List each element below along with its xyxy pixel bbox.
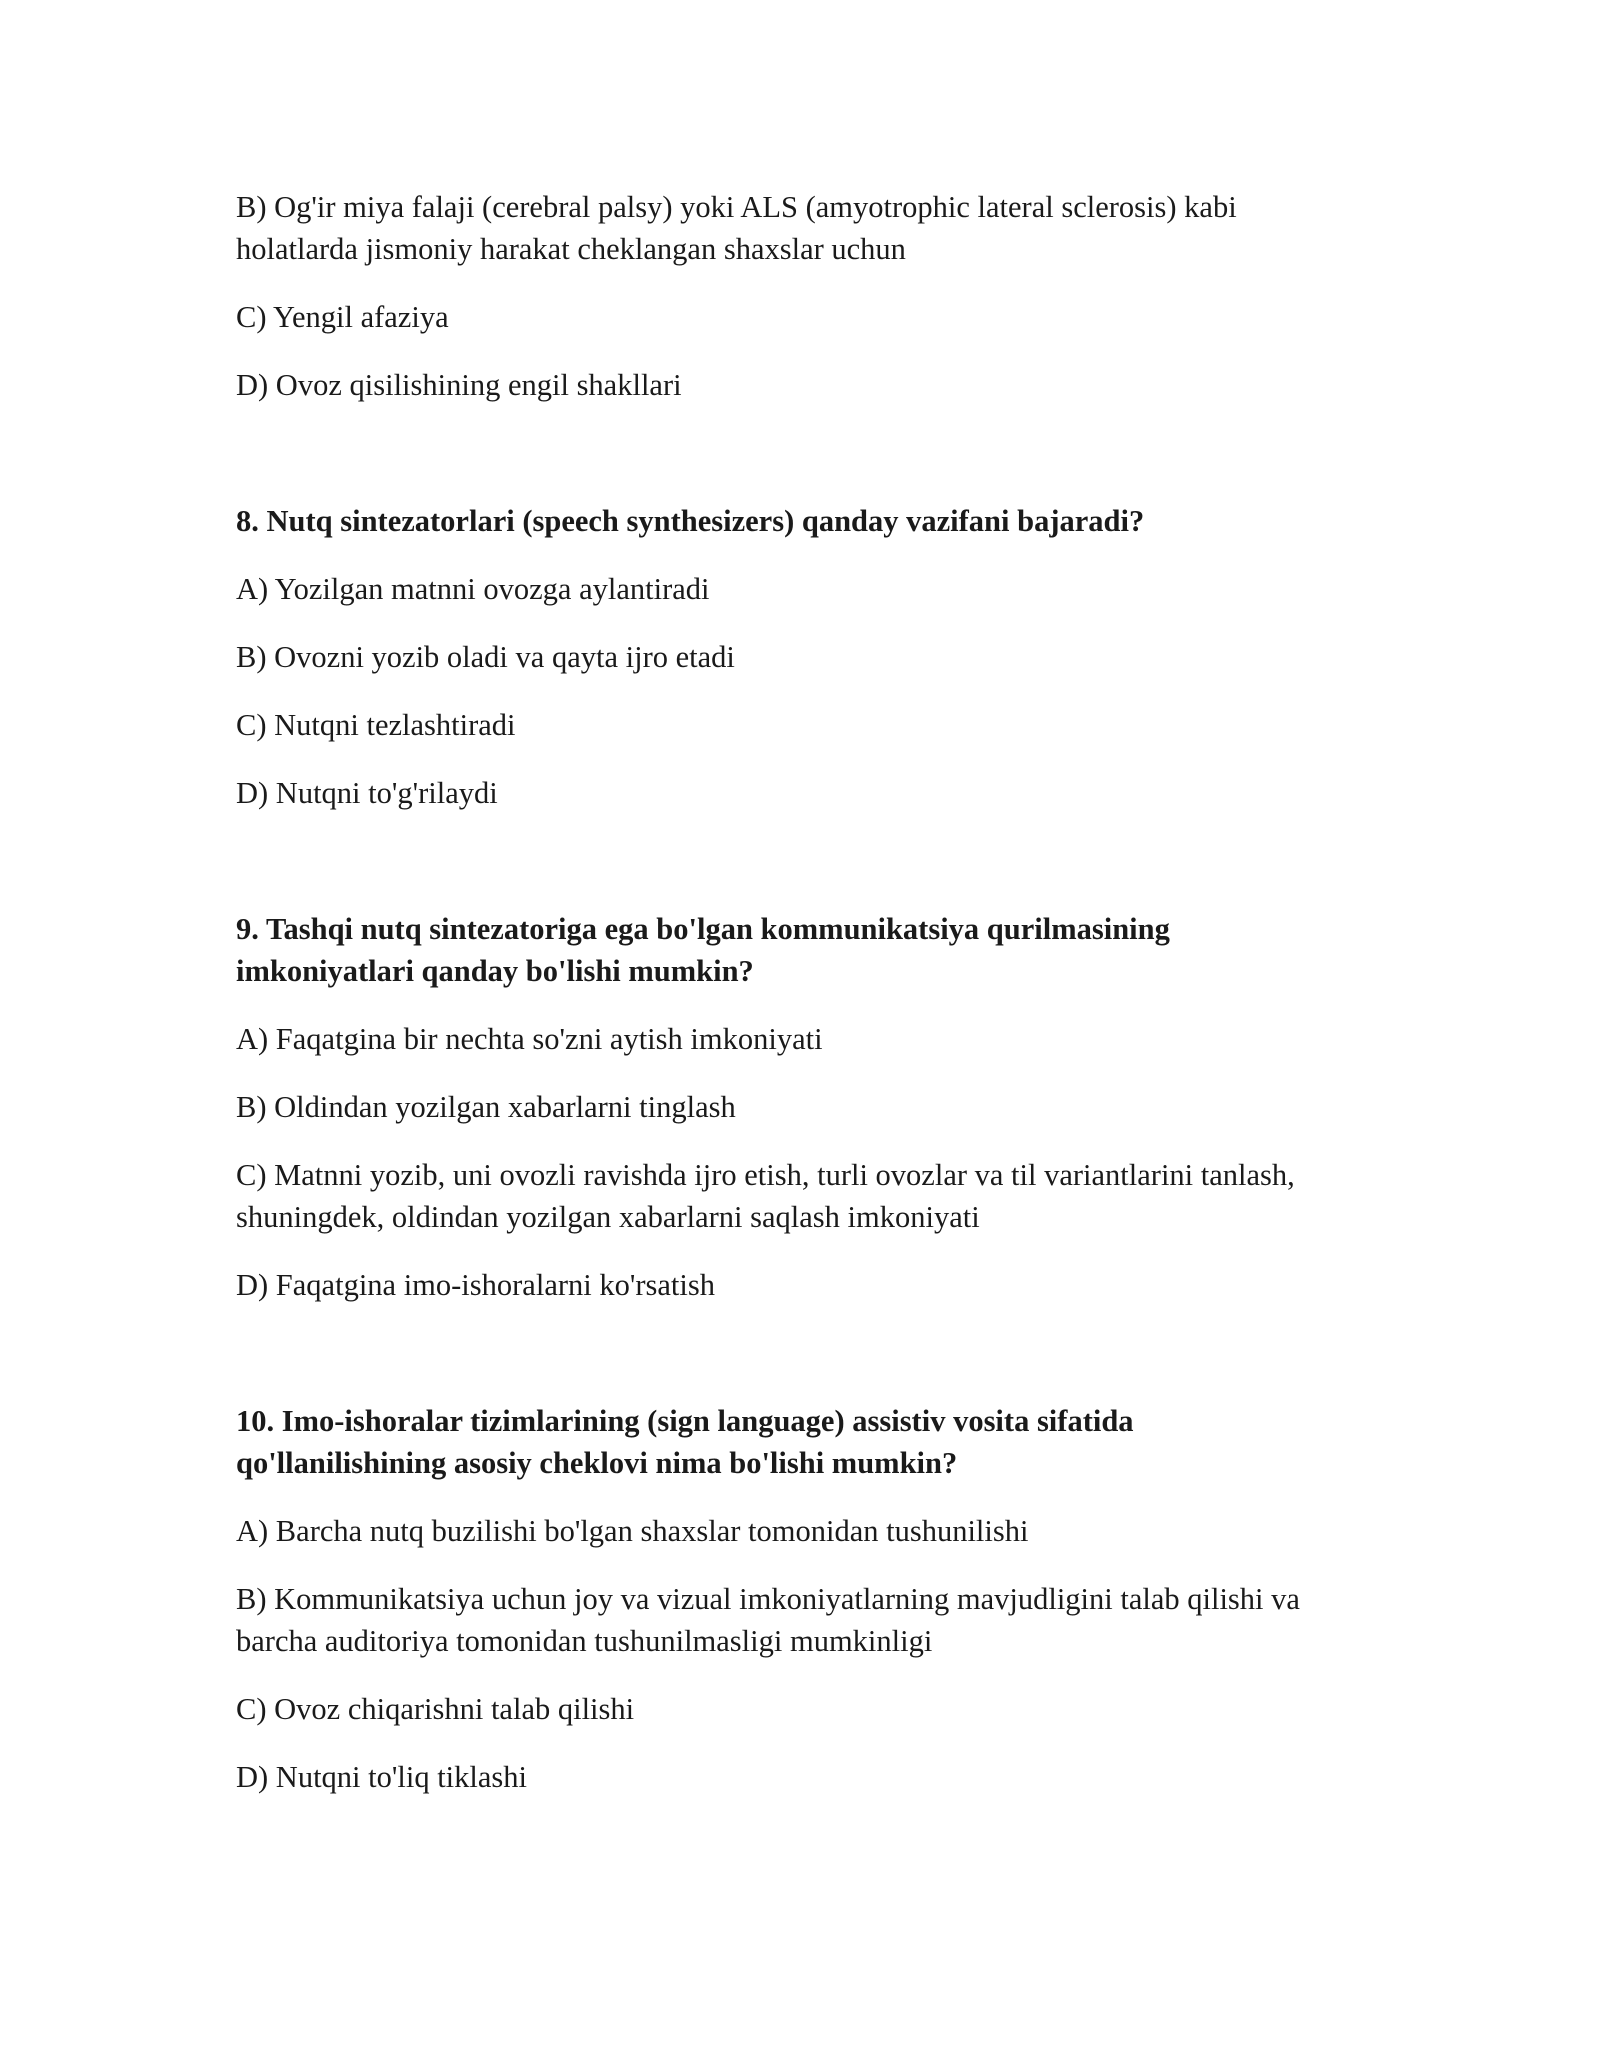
section-gap xyxy=(236,840,1376,908)
answer-option-b xyxy=(236,1578,1376,1662)
answer-option-d xyxy=(236,772,1376,814)
option-line: barcha auditoriya tomonidan tushunilmasligi mumkinligi xyxy=(236,1624,933,1658)
answer-option-d xyxy=(236,364,1376,406)
question-line: 8. Nutq sintezatorlari (speech synthesizers) qanday vazifani bajaradi? xyxy=(236,504,1145,538)
continuation-options xyxy=(236,186,1376,406)
question-block-9 xyxy=(236,908,1376,1306)
option-line: D) Nutqni to'g'rilaydi xyxy=(236,776,498,810)
option-line: B) Kommunikatsiya uchun joy va vizual imkoniyatlarning mavjudligini talab qilishi va xyxy=(236,1582,1300,1616)
option-line: B) Oldindan yozilgan xabarlarni tinglash xyxy=(236,1090,736,1124)
option-line: A) Yozilgan matnni ovozga aylantiradi xyxy=(236,572,710,606)
answer-option-c xyxy=(236,704,1376,746)
option-line: C) Nutqni tezlashtiradi xyxy=(236,708,516,742)
option-line: D) Ovoz qisilishining engil shakllari xyxy=(236,368,682,402)
question-heading xyxy=(236,500,1376,542)
question-heading xyxy=(236,908,1376,992)
section-gap xyxy=(236,432,1376,500)
option-line: A) Barcha nutq buzilishi bo'lgan shaxslar tomonidan tushunilishi xyxy=(236,1514,1029,1548)
answer-option-d xyxy=(236,1264,1376,1306)
option-line: C) Matnni yozib, uni ovozli ravishda ijro etish, turli ovozlar va til variantlarini tanlash, xyxy=(236,1158,1295,1192)
question-line: imkoniyatlari qanday bo'lishi mumkin? xyxy=(236,954,754,988)
option-line: holatlarda jismoniy harakat cheklangan shaxslar uchun xyxy=(236,232,906,266)
option-line: D) Nutqni to'liq tiklashi xyxy=(236,1760,528,1794)
question-line: 10. Imo-ishoralar tizimlarining (sign language) assistiv vosita sifatida xyxy=(236,1404,1134,1438)
answer-option-d xyxy=(236,1756,1376,1798)
option-line: D) Faqatgina imo-ishoralarni ko'rsatish xyxy=(236,1268,715,1302)
option-line: A) Faqatgina bir nechta so'zni aytish imkoniyati xyxy=(236,1022,823,1056)
option-line: C) Yengil afaziya xyxy=(236,300,449,334)
answer-option-a xyxy=(236,1510,1376,1552)
document-page xyxy=(236,186,1376,1824)
answer-option-a xyxy=(236,1018,1376,1060)
option-line: C) Ovoz chiqarishni talab qilishi xyxy=(236,1692,635,1726)
option-line: B) Ovozni yozib oladi va qayta ijro etadi xyxy=(236,640,735,674)
option-line: shuningdek, oldindan yozilgan xabarlarni saqlash imkoniyati xyxy=(236,1200,980,1234)
answer-option-a xyxy=(236,568,1376,610)
question-line: qo'llanilishining asosiy cheklovi nima bo'lishi mumkin? xyxy=(236,1446,958,1480)
answer-option-c xyxy=(236,1688,1376,1730)
answer-option-b xyxy=(236,1086,1376,1128)
question-block-8 xyxy=(236,500,1376,814)
answer-option-c xyxy=(236,296,1376,338)
answer-option-c xyxy=(236,1154,1376,1238)
question-block-10 xyxy=(236,1400,1376,1798)
question-line: 9. Tashqi nutq sintezatoriga ega bo'lgan kommunikatsiya qurilmasining xyxy=(236,912,1170,946)
answer-option-b xyxy=(236,186,1376,270)
question-heading xyxy=(236,1400,1376,1484)
answer-option-b xyxy=(236,636,1376,678)
option-line: B) Og'ir miya falaji (cerebral palsy) yoki ALS (amyotrophic lateral sclerosis) kabi xyxy=(236,190,1237,224)
section-gap xyxy=(236,1332,1376,1400)
